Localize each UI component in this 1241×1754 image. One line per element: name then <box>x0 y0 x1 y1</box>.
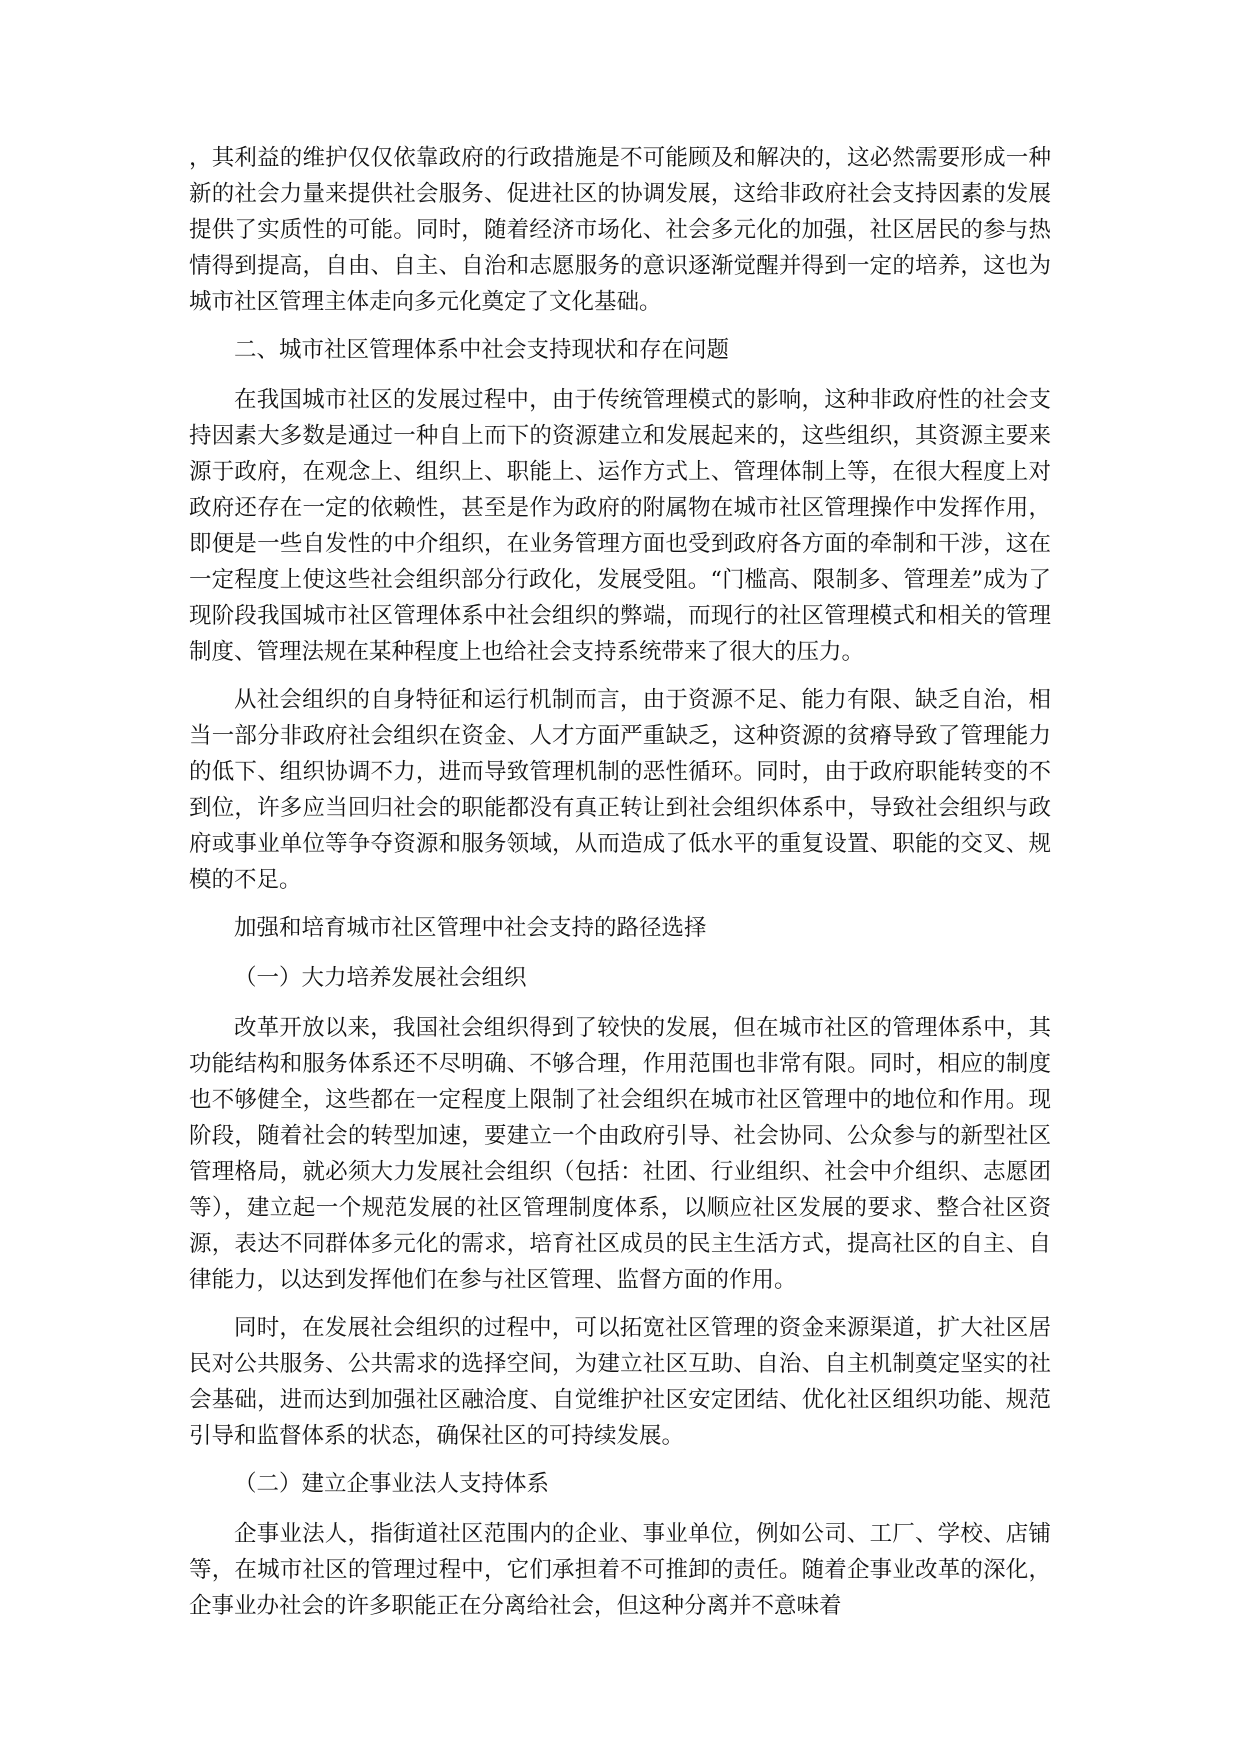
section-heading-2: 二、城市社区管理体系中社会支持现状和存在问题 <box>234 337 730 363</box>
paragraph: 同时，在发展社会组织的过程中，可以拓宽社区管理的资金来源渠道，扩大社区居民对公共服务、公共需求的选择空间，为建立社区互助、自治、自主机制奠定坚实的社会基础，进而达到加强社区融洽度、自觉维护社区安定团结、优化社区组织功能、规范引导和监督体系的状态，确保社区的可持续发展。 <box>189 1315 1051 1449</box>
subsection-heading-1: （一）大力培养发展社会组织 <box>234 965 527 991</box>
paragraph: 在我国城市社区的发展过程中，由于传统管理模式的影响，这种非政府性的社会支持因素大多数是通过一种自上而下的资源建立和发展起来的，这些组织，其资源主要来源于政府，在观念上、组织上、职能上、运作方式上、管理体制上等，在很大程度上对政府还存在一定的依赖性，甚至是作为政府的附属物在城市社区管理操作中发挥作用，即便是一些自发性的中介组织，在业务管理方面也受到政府各方面的牵制和干涉，这在一定程度上使这些社会组织部分行政化，发展受阻。“门槛高、限制多、管理差”成为了现阶段我国城市社区管理体系中社会组织的弊端，而现行的社区管理模式和相关的管理制度、管理法规在某种程度上也给社会支持系统带来了很大的压力。 <box>189 387 1051 665</box>
paragraph: 企事业法人，指街道社区范围内的企业、事业单位，例如公司、工厂、学校、店铺等，在城市社区的管理过程中，它们承担着不可推卸的责任。随着企事业改革的深化，企事业办社会的许多职能正在分离给社会，但这种分离并不意味着 <box>189 1521 1051 1619</box>
paragraph-continuation: ，其利益的维护仅仅依靠政府的行政措施是不可能顾及和解决的，这必然需要形成一种新的社会力量来提供社会服务、促进社区的协调发展，这给非政府社会支持因素的发展提供了实质性的可能。同时，随着经济市场化、社会多元化的加强，社区居民的参与热情得到提高，自由、自主、自治和志愿服务的意识逐渐觉醒并得到一定的培养，这也为城市社区管理主体走向多元化奠定了文化基础。 <box>189 145 1051 315</box>
section-heading-3: 加强和培育城市社区管理中社会支持的路径选择 <box>234 915 707 941</box>
document-page <box>189 140 1051 1636</box>
subsection-heading-2: （二）建立企事业法人支持体系 <box>234 1471 550 1497</box>
paragraph: 从社会组织的自身特征和运行机制而言，由于资源不足、能力有限、缺乏自治，相当一部分非政府社会组织在资金、人才方面严重缺乏，这种资源的贫瘠导致了管理能力的低下、组织协调不力，进而导致管理机制的恶性循环。同时，由于政府职能转变的不到位，许多应当回归社会的职能都没有真正转让到社会组织体系中，导致社会组织与政府或事业单位等争夺资源和服务领域，从而造成了低水平的重复设置、职能的交叉、规模的不足。 <box>189 687 1051 893</box>
paragraph: 改革开放以来，我国社会组织得到了较快的发展，但在城市社区的管理体系中，其功能结构和服务体系还不尽明确、不够合理，作用范围也非常有限。同时，相应的制度也不够健全，这些都在一定程度上限制了社会组织在城市社区管理中的地位和作用。现阶段，随着社会的转型加速，要建立一个由政府引导、社会协同、公众参与的新型社区管理格局，就必须大力发展社会组织（包括：社团、行业组织、社会中介组织、志愿团等），建立起一个规范发展的社区管理制度体系，以顺应社区发展的要求、整合社区资源，表达不同群体多元化的需求，培育社区成员的民主生活方式，提高社区的自主、自律能力，以达到发挥他们在参与社区管理、监督方面的作用。 <box>189 1015 1051 1293</box>
